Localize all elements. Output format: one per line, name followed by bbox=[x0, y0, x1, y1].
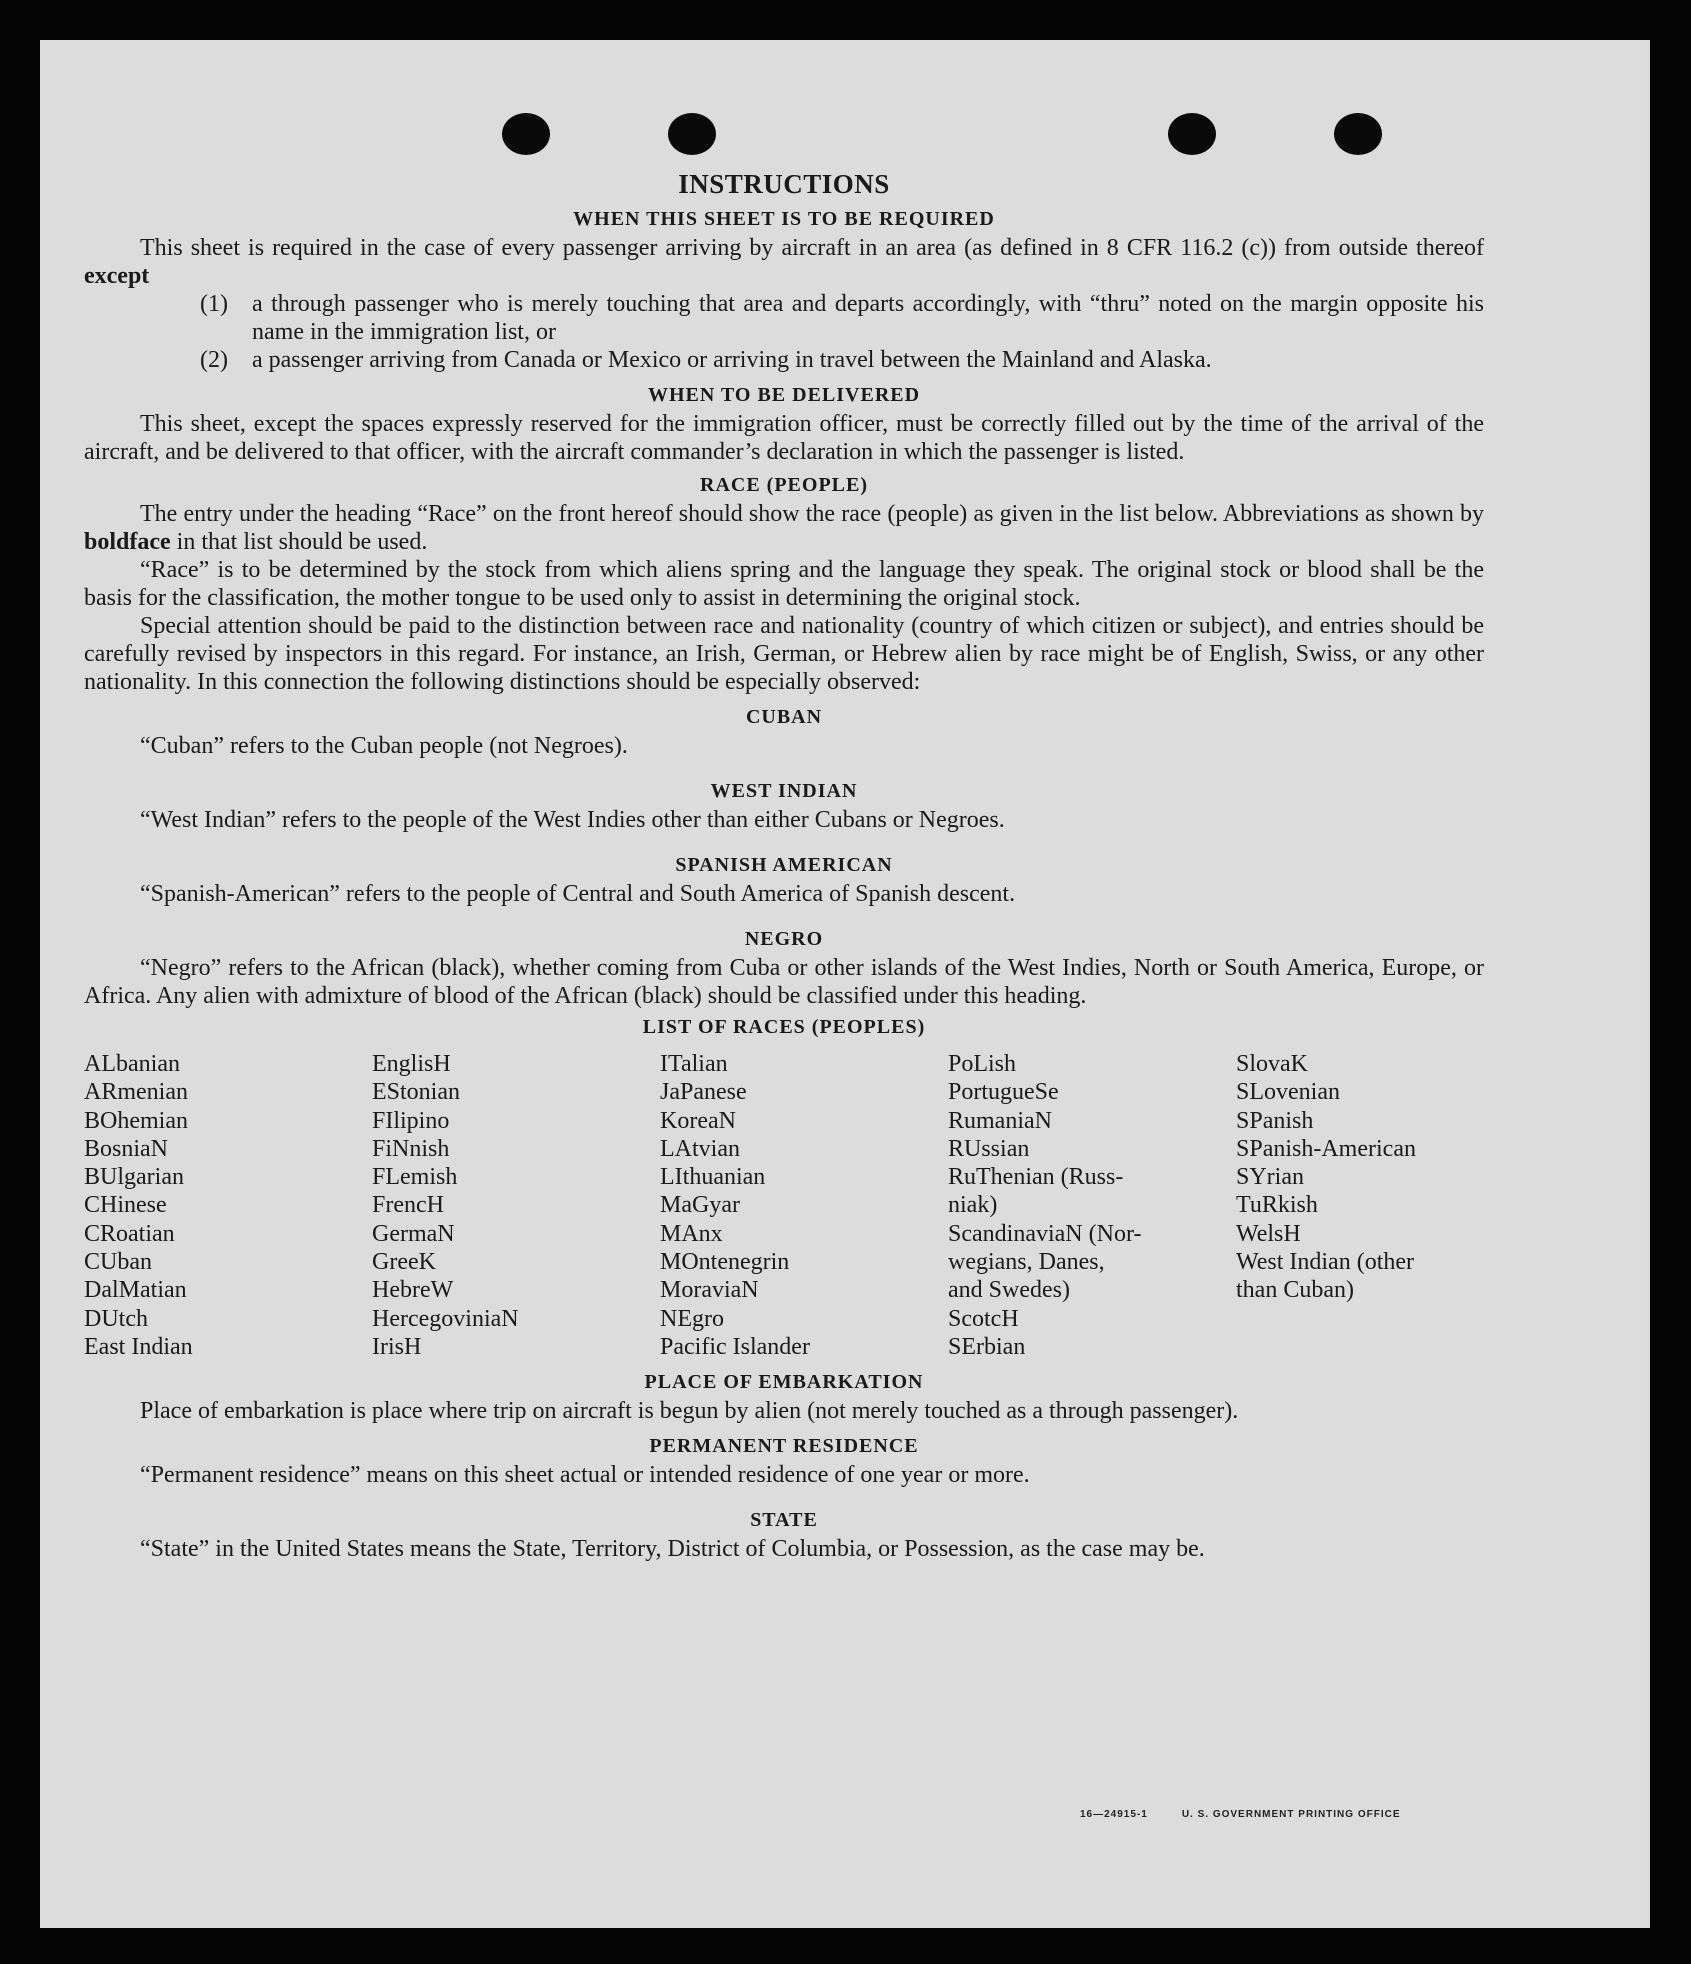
list-item: BOhemian bbox=[84, 1107, 188, 1134]
list-item: FiNnish bbox=[372, 1135, 450, 1162]
spanish-american-text: “Spanish-American” refers to the people of Central and South America of Spanish descent. bbox=[140, 881, 1016, 907]
when-required-intro: This sheet is required in the case of every passenger arriving by aircraft in an area (as defined in 8 CFR 116.2 (c)) from outside thereof except bbox=[84, 235, 1484, 289]
list-item: ScotcH bbox=[948, 1305, 1019, 1332]
races-column-2 bbox=[372, 1050, 660, 1361]
heading-when-required: WHEN THIS SHEET IS TO BE REQUIRED bbox=[573, 208, 995, 230]
heading-when-delivered: WHEN TO BE DELIVERED bbox=[647, 384, 921, 406]
race-paragraph-2: “Race” is to be determined by the stock from which aliens spring and the language they speak. The original stock or blood shall be the basis for the classification, the mother tongue to be used only to assist in determining the original stock. bbox=[84, 557, 1484, 611]
list-item: TuRkish bbox=[1236, 1192, 1318, 1219]
exception-item-1: (1) a through passenger who is merely touching that area and departs accordingly, with “thru” noted on the margin opposite his name in the immigration list, or bbox=[200, 291, 1484, 345]
list-item: ARmenian bbox=[84, 1079, 188, 1106]
list-item: niak) bbox=[948, 1192, 998, 1219]
list-item: BosniaN bbox=[84, 1135, 168, 1162]
list-item: wegians, Danes, bbox=[948, 1249, 1105, 1276]
heading-negro: NEGRO bbox=[744, 928, 824, 950]
list-item: CHinese bbox=[84, 1192, 167, 1219]
list-item: SlovaK bbox=[1236, 1051, 1308, 1077]
negro-text: “Negro” refers to the African (black), whether coming from Cuba or other islands of the West Indies, North or South America, Europe, or Africa. Any alien with admixture of blood of the African (black) should be classified under this heading. bbox=[84, 955, 1484, 1009]
heading-embarkation: PLACE OF EMBARKATION bbox=[644, 1371, 924, 1394]
list-item: LAtvian bbox=[660, 1135, 740, 1162]
heading-west-indian: WEST INDIAN bbox=[710, 780, 858, 802]
document-content bbox=[84, 124, 1484, 1563]
list-item: MAnx bbox=[660, 1220, 723, 1247]
list-item: LIthuanian bbox=[660, 1164, 766, 1191]
list-item: SLovenian bbox=[1236, 1079, 1340, 1106]
list-item: PortugueSe bbox=[948, 1079, 1059, 1106]
list-item: Pacific Islander bbox=[660, 1333, 810, 1360]
list-item: DalMatian bbox=[84, 1277, 187, 1304]
heading-cuban: CUBAN bbox=[745, 706, 823, 728]
list-item: MOntenegrin bbox=[660, 1249, 790, 1276]
list-item: HebreW bbox=[372, 1277, 454, 1304]
state-text: “State” in the United States means the State, Territory, District of Columbia, or Possession, as the case may be. bbox=[140, 1536, 1205, 1563]
list-item: SErbian bbox=[948, 1333, 1026, 1360]
list-item: RUssian bbox=[948, 1135, 1030, 1162]
cuban-text: “Cuban” refers to the Cuban people (not Negroes). bbox=[140, 733, 628, 759]
list-item: FIlipino bbox=[372, 1107, 450, 1134]
list-item: RuThenian (Russ- bbox=[948, 1164, 1124, 1191]
list-item: JaPanese bbox=[660, 1079, 747, 1106]
heading-races-list: LIST OF RACES (PEOPLES) bbox=[642, 1016, 926, 1038]
list-item: SPanish bbox=[1236, 1107, 1314, 1134]
list-item: IrisH bbox=[372, 1333, 422, 1360]
list-item: MoraviaN bbox=[660, 1277, 759, 1304]
list-item: RumaniaN bbox=[948, 1107, 1052, 1134]
list-item: KoreaN bbox=[660, 1107, 736, 1134]
list-item: SYrian bbox=[1236, 1164, 1304, 1191]
list-item: GreeK bbox=[372, 1249, 436, 1276]
list-item: EStonian bbox=[372, 1079, 460, 1106]
list-item: MaGyar bbox=[660, 1192, 740, 1219]
list-item: ITalian bbox=[660, 1051, 728, 1077]
list-item: EnglisH bbox=[372, 1051, 451, 1077]
races-column-4 bbox=[948, 1050, 1236, 1361]
west-indian-text: “West Indian” refers to the people of the West Indies other than either Cubans or Negroes. bbox=[140, 807, 1005, 833]
form-number: 16—24915-1 bbox=[1080, 1809, 1148, 1820]
list-item: and Swedes) bbox=[948, 1277, 1070, 1304]
list-item: CUban bbox=[84, 1249, 152, 1276]
list-item: NEgro bbox=[660, 1305, 724, 1332]
list-item: WelsH bbox=[1236, 1220, 1301, 1247]
list-item: than Cuban) bbox=[1236, 1277, 1354, 1304]
heading-race: RACE (PEOPLE) bbox=[700, 474, 868, 496]
printer-credit: U. S. GOVERNMENT PRINTING OFFICE bbox=[1181, 1809, 1401, 1820]
list-item: ALbanian bbox=[84, 1051, 180, 1077]
races-column-1 bbox=[84, 1050, 372, 1361]
embarkation-text: Place of embarkation is place where trip on aircraft is begun by alien (not merely touched as a through passenger). bbox=[140, 1398, 1239, 1425]
page-title: INSTRUCTIONS bbox=[678, 169, 890, 199]
list-item: PoLish bbox=[948, 1051, 1017, 1077]
list-item: HercegoviniaN bbox=[372, 1305, 519, 1332]
heading-permanent-residence: PERMANENT RESIDENCE bbox=[649, 1435, 919, 1458]
list-item: FLemish bbox=[372, 1164, 458, 1191]
footer-print-line bbox=[1080, 1809, 1435, 1820]
list-item: GermaN bbox=[372, 1220, 455, 1247]
races-column-3 bbox=[660, 1050, 948, 1361]
list-item: CRoatian bbox=[84, 1220, 175, 1247]
heading-spanish-american: SPANISH AMERICAN bbox=[675, 854, 893, 876]
list-item: BUlgarian bbox=[84, 1164, 184, 1191]
list-item: DUtch bbox=[84, 1305, 148, 1332]
when-delivered-text: This sheet, except the spaces expressly reserved for the immigration officer, must be correctly filled out by the time of the arrival of the aircraft, and be delivered to that officer, with the aircraft commander’s declaration in which the passenger is listed. bbox=[84, 411, 1484, 465]
list-item: East Indian bbox=[84, 1333, 193, 1360]
list-item: ScandinaviaN (Nor- bbox=[948, 1220, 1142, 1247]
list-item: West Indian (other bbox=[1236, 1249, 1415, 1276]
races-column-5 bbox=[1236, 1050, 1496, 1361]
race-paragraph-3: Special attention should be paid to the distinction between race and nationality (country of which citizen or subject), and entries should be carefully revised by inspectors in this regard. For instance, an Irish, German, or Hebrew alien by race might be of English, Swiss, or any other nationality. In this connection the following distinctions should be especially observed: bbox=[84, 613, 1484, 695]
permanent-residence-text: “Permanent residence” means on this sheet actual or intended residence of one year or more. bbox=[140, 1462, 1030, 1489]
races-list bbox=[84, 1050, 1484, 1361]
list-item: SPanish-American bbox=[1236, 1135, 1416, 1162]
exception-item-2: (2) a passenger arriving from Canada or Mexico or arriving in travel between the Mainland and Alaska. bbox=[200, 347, 1212, 373]
list-item: FrencH bbox=[372, 1192, 444, 1219]
heading-state: STATE bbox=[750, 1509, 818, 1532]
race-paragraph-1: The entry under the heading “Race” on the front hereof should show the race (people) as given in the list below. Abbreviations as shown by boldface in that list should be used. bbox=[84, 501, 1484, 555]
